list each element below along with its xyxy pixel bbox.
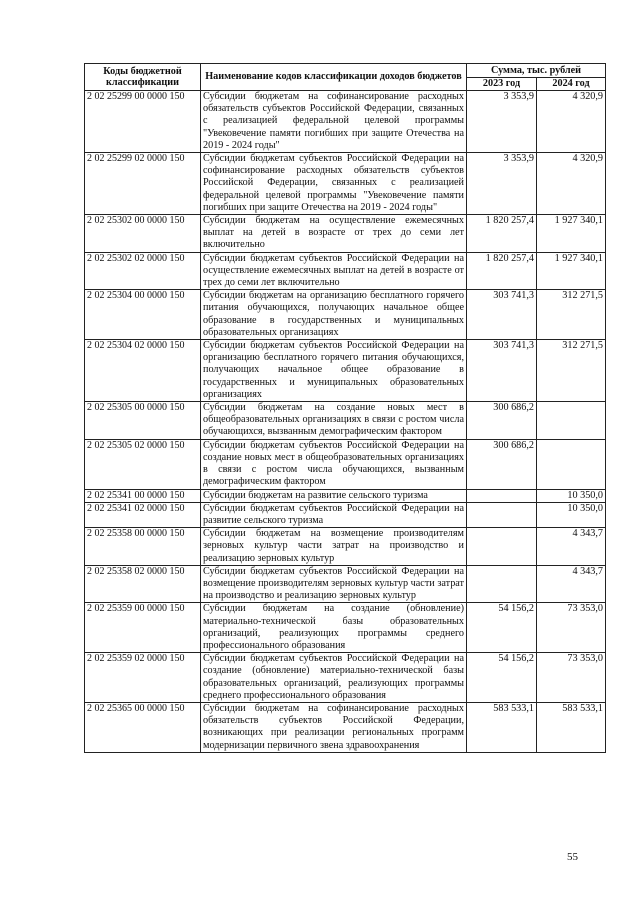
amount-2023-cell (467, 502, 537, 527)
table-row (85, 528, 606, 566)
name-cell: Субсидии бюджетам субъектов Российской Федерации на создание новых мест в общеобразовательных организациях в связи с ростом числа обучающихся, вызванным демографическим фактором (201, 439, 467, 489)
page-number: 55 (567, 851, 578, 863)
amount-2023-cell (467, 489, 537, 502)
header-year-2023: 2023 год (467, 78, 537, 91)
code-cell: 2 02 25302 00 0000 150 (85, 215, 201, 253)
code-cell: 2 02 25359 00 0000 150 (85, 603, 201, 653)
amount-2023-cell: 1 820 257,4 (467, 252, 537, 290)
code-cell: 2 02 25305 00 0000 150 (85, 402, 201, 440)
amount-2024-cell: 4 343,7 (537, 528, 606, 566)
amount-2023-cell: 54 156,2 (467, 653, 537, 703)
table-row (85, 153, 606, 215)
amount-2023-cell: 3 353,9 (467, 91, 537, 153)
amount-2024-cell: 4 320,9 (537, 91, 606, 153)
table-row (85, 489, 606, 502)
code-cell: 2 02 25304 02 0000 150 (85, 340, 201, 402)
header-name: Наименование кодов классификации доходов бюджетов (201, 64, 467, 91)
name-cell: Субсидии бюджетам на софинансирование расходных обязательств субъектов Российской Федерации, возникающих при реализации региональных программ модернизации первичного звена здравоохранения (201, 702, 467, 752)
amount-2024-cell: 10 350,0 (537, 489, 606, 502)
amount-2024-cell: 583 533,1 (537, 702, 606, 752)
name-cell: Субсидии бюджетам субъектов Российской Федерации на возмещение производителям зерновых культур части затрат на производство и реализацию зерновых культур (201, 565, 467, 603)
header-codes: Коды бюджетной классификации (85, 64, 201, 91)
table-row (85, 91, 606, 153)
table-row (85, 215, 606, 253)
code-cell: 2 02 25341 02 0000 150 (85, 502, 201, 527)
code-cell: 2 02 25299 00 0000 150 (85, 91, 201, 153)
amount-2024-cell: 1 927 340,1 (537, 215, 606, 253)
code-cell: 2 02 25304 00 0000 150 (85, 290, 201, 340)
amount-2024-cell: 312 271,5 (537, 290, 606, 340)
table-row (85, 702, 606, 752)
amount-2024-cell (537, 402, 606, 440)
amount-2023-cell: 300 686,2 (467, 439, 537, 489)
name-cell: Субсидии бюджетам на софинансирование расходных обязательств субъектов Российской Федерации, связанных с реализацией федеральной целевой программы "Увековечение памяти погибших при защите Отечества на 2019 - 2024 годы" (201, 91, 467, 153)
name-cell: Субсидии бюджетам субъектов Российской Федерации на осуществление ежемесячных выплат на детей в возрасте от трех до семи лет включительно (201, 252, 467, 290)
amount-2023-cell (467, 528, 537, 566)
header-year-2024: 2024 год (537, 78, 606, 91)
table-row (85, 565, 606, 603)
code-cell: 2 02 25302 02 0000 150 (85, 252, 201, 290)
table-body (85, 91, 606, 753)
amount-2024-cell: 73 353,0 (537, 653, 606, 703)
budget-revenue-table (84, 63, 606, 753)
code-cell: 2 02 25359 02 0000 150 (85, 653, 201, 703)
amount-2023-cell: 303 741,3 (467, 290, 537, 340)
amount-2023-cell (467, 565, 537, 603)
amount-2023-cell: 583 533,1 (467, 702, 537, 752)
code-cell: 2 02 25305 02 0000 150 (85, 439, 201, 489)
code-cell: 2 02 25358 02 0000 150 (85, 565, 201, 603)
table-row (85, 653, 606, 703)
name-cell: Субсидии бюджетам на развитие сельского туризма (201, 489, 467, 502)
amount-2024-cell: 4 320,9 (537, 153, 606, 215)
name-cell: Субсидии бюджетам субъектов Российской Федерации на софинансирование расходных обязательств субъектов Российской Федерации, связанных с реализацией федеральной целевой программы "Увековечение памяти погибших при защите Отечества на 2019 - 2024 годы" (201, 153, 467, 215)
code-cell: 2 02 25341 00 0000 150 (85, 489, 201, 502)
name-cell: Субсидии бюджетам на организацию бесплатного горячего питания обучающихся, получающих начальное общее образование в государственных и муниципальных образовательных организациях (201, 290, 467, 340)
amount-2023-cell: 1 820 257,4 (467, 215, 537, 253)
table-row (85, 252, 606, 290)
table-row (85, 603, 606, 653)
table-row (85, 290, 606, 340)
amount-2023-cell: 3 353,9 (467, 153, 537, 215)
amount-2023-cell: 300 686,2 (467, 402, 537, 440)
name-cell: Субсидии бюджетам субъектов Российской Федерации на создание (обновление) материально-технической базы образовательных организаций, реализующих программы среднего профессионального образования (201, 653, 467, 703)
name-cell: Субсидии бюджетам субъектов Российской Федерации на организацию бесплатного горячего питания обучающихся, получающих начальное общее образование в государственных и муниципальных образовательных организациях (201, 340, 467, 402)
name-cell: Субсидии бюджетам на осуществление ежемесячных выплат на детей в возрасте от трех до семи лет включительно (201, 215, 467, 253)
amount-2023-cell: 303 741,3 (467, 340, 537, 402)
header-sum: Сумма, тыс. рублей (467, 64, 606, 78)
name-cell: Субсидии бюджетам субъектов Российской Федерации на развитие сельского туризма (201, 502, 467, 527)
amount-2023-cell: 54 156,2 (467, 603, 537, 653)
table-row (85, 402, 606, 440)
amount-2024-cell: 4 343,7 (537, 565, 606, 603)
name-cell: Субсидии бюджетам на создание (обновление) материально-технической базы образовательных организаций, реализующих программы среднего профессионального образования (201, 603, 467, 653)
amount-2024-cell (537, 439, 606, 489)
code-cell: 2 02 25358 00 0000 150 (85, 528, 201, 566)
code-cell: 2 02 25299 02 0000 150 (85, 153, 201, 215)
amount-2024-cell: 10 350,0 (537, 502, 606, 527)
code-cell: 2 02 25365 00 0000 150 (85, 702, 201, 752)
amount-2024-cell: 73 353,0 (537, 603, 606, 653)
table-row (85, 340, 606, 402)
table-row (85, 439, 606, 489)
amount-2024-cell: 1 927 340,1 (537, 252, 606, 290)
table-row (85, 502, 606, 527)
name-cell: Субсидии бюджетам на возмещение производителям зерновых культур части затрат на производство и реализацию зерновых культур (201, 528, 467, 566)
name-cell: Субсидии бюджетам на создание новых мест в общеобразовательных организациях в связи с ростом числа обучающихся, вызванным демографическим фактором (201, 402, 467, 440)
amount-2024-cell: 312 271,5 (537, 340, 606, 402)
